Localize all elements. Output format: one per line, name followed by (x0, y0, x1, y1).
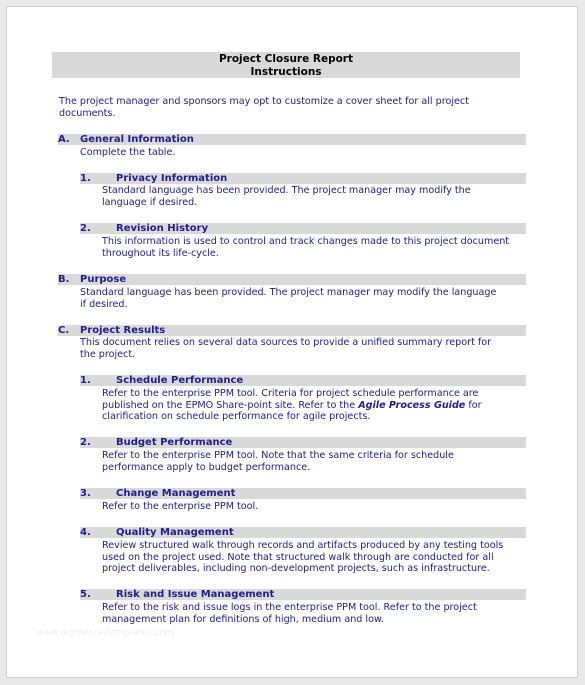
section-a2-body: This information is used to control and track changes made to this project document throughout its life-cycle. (102, 236, 510, 259)
section-c3-heading: 3. Change Management (80, 488, 526, 499)
section-a-heading: A. General Information (58, 134, 526, 145)
intro-paragraph: The project manager and sponsors may opt to customize a cover sheet for all project documents. (59, 96, 469, 119)
document-subtitle: Instructions (250, 65, 322, 78)
section-c-body: This document relies on several data sources to provide a unified summary report for the project. (80, 337, 492, 360)
section-a2-heading: 2. Revision History (80, 223, 526, 234)
section-a1-heading: 1. Privacy Information (80, 173, 526, 184)
section-c2-body: Refer to the enterprise PPM tool. Note that the same criteria for schedule performance apply to budget performance. (102, 450, 454, 473)
title-bar (52, 52, 520, 78)
watermark: www.wordexceltemplates.com (36, 628, 174, 638)
section-c2-heading: 2. Budget Performance (80, 437, 526, 448)
section-c5-heading: 5. Risk and Issue Management (80, 589, 526, 600)
section-b-heading: B. Purpose (58, 274, 526, 285)
section-a1-body: Standard language has been provided. The project manager may modify the language if desired. (102, 185, 471, 208)
agile-process-guide-ref: Agile Process Guide (358, 399, 466, 411)
section-c5-body: Refer to the risk and issue logs in the enterprise PPM tool. Refer to the project management plan for definitions of high, medium and low. (102, 602, 477, 625)
section-c-heading: C. Project Results (58, 325, 526, 336)
document-title: Project Closure Report (218, 53, 354, 65)
section-a-body: Complete the table. (80, 147, 176, 158)
section-c1-body: Refer to the enterprise PPM tool. Criteria for project schedule performance are published on the EPMO Share-point site. Refer to the Agile Process Guide for clarification on schedule performance for agile projects. (102, 388, 482, 423)
section-c1-heading: 1. Schedule Performance (80, 375, 526, 386)
section-c4-heading: 4. Quality Management (80, 527, 526, 538)
section-c4-body: Review structured walk through records and artifacts produced by any testing tools used on the project used. Note that structured walk through are conducted for all project deliverables, including non-development projects, such as infrastructure. (102, 540, 504, 575)
section-c3-body: Refer to the enterprise PPM tool. (102, 501, 259, 512)
section-b-body: Standard language has been provided. The project manager may modify the language if desired. (80, 287, 497, 310)
